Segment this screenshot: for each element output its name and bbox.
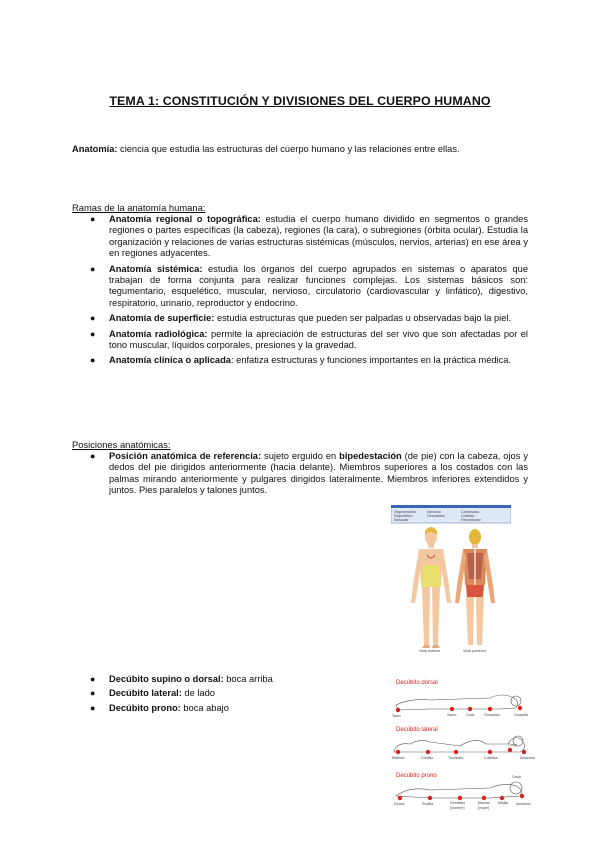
caption-decubito-dorsal: Decúbito dorsal [396,680,438,686]
caption-front: Vista anterior [419,649,441,653]
bullet-icon: ● [90,702,96,713]
point-label: Rodilla [422,802,433,806]
bullet-icon: ● [90,674,96,684]
page-title: TEMA 1: CONSTITUCIÓN Y DIVISIONES DEL CUERPO HUMANO [109,94,491,108]
caption-decubito-lateral: Decúbito lateral [396,727,438,733]
legend-label: Muscular [394,518,409,522]
definition-text: ciencia que estudia las estructuras del cuerpo humano y las relaciones entre ellas. [117,144,460,154]
bullet-icon: ● [90,328,96,339]
legend-label: Cardiovasc. [461,510,480,514]
item-text: boca arriba [223,674,273,684]
caption-decubito-prono: Decúbito prono [396,773,437,779]
point-label: Acromion [520,756,535,760]
point-label: (hombre) [450,806,465,810]
list-item [90,451,528,497]
legend-label: Reproductor [461,518,481,522]
bullet-icon: ● [90,355,96,366]
point-label: Costillas [484,756,498,760]
point-label: Dedos [394,802,405,806]
item-text: permite la apreciación de estructuras del ser vivo que son afectadas por el tono muscular, líquidos corporales, presiones y la gravedad. [109,328,528,351]
bullet-icon: ● [90,313,96,324]
item-text: sujeto erguido en [261,451,340,461]
bullet-icon: ● [90,688,96,699]
legend-label: Circulatorio [427,514,446,518]
legend-label: Linfático [461,514,475,518]
item-text: boca abajo [180,702,229,713]
point-label: Trocánter [448,756,464,760]
item-term: Anatomía clínica o aplicada [109,355,231,366]
definition-anatomia [72,143,512,155]
item-term: Anatomía sistémica: [109,263,203,274]
legend-label: Tegumentario [394,510,416,514]
point-label: Oreja [508,743,517,747]
item-text: estudia estructuras que pueden ser palpadas u observadas bajo la piel. [214,313,512,324]
item-term: Decúbito prono: [109,702,181,713]
point-label: Genitales [450,801,466,805]
definition-term: Anatomía: [72,144,118,154]
point-label: Mamas [478,801,490,805]
point-label: Acromion [516,802,532,806]
prone-body-outline [396,782,522,798]
bullet-icon: ● [90,451,96,461]
item-term: Anatomía radiológica: [109,328,208,339]
body-front-illustration [411,527,451,648]
caption-back: Vista posterior [463,649,486,653]
list-item [90,214,528,260]
item-text: estudia el cuerpo humano dividido en segmentos o grandes regiones o partes específicas (la cabeza), regiones (la cara), o subregiones (órbita ocular). Estudia la organización y relaciones de varias estructuras sistémicas (músculos, nervios, arterias) en ese área y en regiones adyacentes. [109,214,528,259]
body-back-illustration [455,529,495,645]
item-term-2: bipedestación [339,451,402,461]
list-item [90,264,528,310]
list-item [90,355,528,366]
point-label: Talón [392,714,401,718]
item-term: Decúbito lateral: [109,688,182,699]
anatomical-position-figure [391,505,511,653]
figure-legend-titlebar [391,505,511,508]
item-term: Anatomía de superficie: [109,313,215,324]
decubitus-positions-figure [390,672,535,810]
item-term: Posición anatómica de referencia: [109,451,262,461]
point-label: Mejilla [498,801,509,805]
point-label: Codo [466,713,475,717]
posiciones-heading: Posiciones anatómicas: [72,439,171,450]
point-label: Sacro [447,713,457,717]
bullet-icon: ● [90,263,96,274]
item-term: Anatomía regional o topográfica: [109,214,261,224]
point-label: (mujer) [478,806,490,810]
item-text: estudia los órganos del cuerpo agrupados en sistemas o aparatos que trabajan de forma conjunta para realizar funciones complejas. Los sistemas básicos son: tegumentario, esquelético, muscular, nervioso, circulatorio (cardiovascular y linfático), digestivo, respiratorio, urinario, reproductor y endocrino. [109,263,528,308]
legend-label: Esquelético [394,514,413,518]
lateral-body-outline [394,736,525,752]
point-label: Oreja [512,775,521,779]
supine-body-outline [396,695,521,710]
item-term: Decúbito supino o dorsal: [109,674,224,684]
list-item [90,313,528,324]
item-text: : enfatiza estructuras y funciones importantes en la práctica médica. [230,355,512,366]
point-label: Maléolo [392,756,405,760]
list-item [90,329,528,352]
ramas-heading: Ramas de la anatomía humana: [72,202,206,213]
bullet-icon: ● [90,214,96,224]
item-text-2: (de pie) con la cabeza, ojos y dedos del pie dirigidos anteriormente (hacia delante). Miembros superiores a los costados con las palmas mirando anteriormente y pulgares dirigidos lateralmente. Miembros inferiores extendidos y juntos. Pies paralelos y talones juntos. [109,451,528,496]
point-label: Omóplato [484,713,500,717]
pressure-points [396,748,526,754]
point-label: Cóndilo [421,756,434,760]
point-label: Occipital [514,713,528,717]
ramas-list [90,214,528,371]
posicion-referencia-list [90,451,528,501]
legend-label: Nervioso [427,510,442,514]
item-text: de lado [181,688,215,699]
